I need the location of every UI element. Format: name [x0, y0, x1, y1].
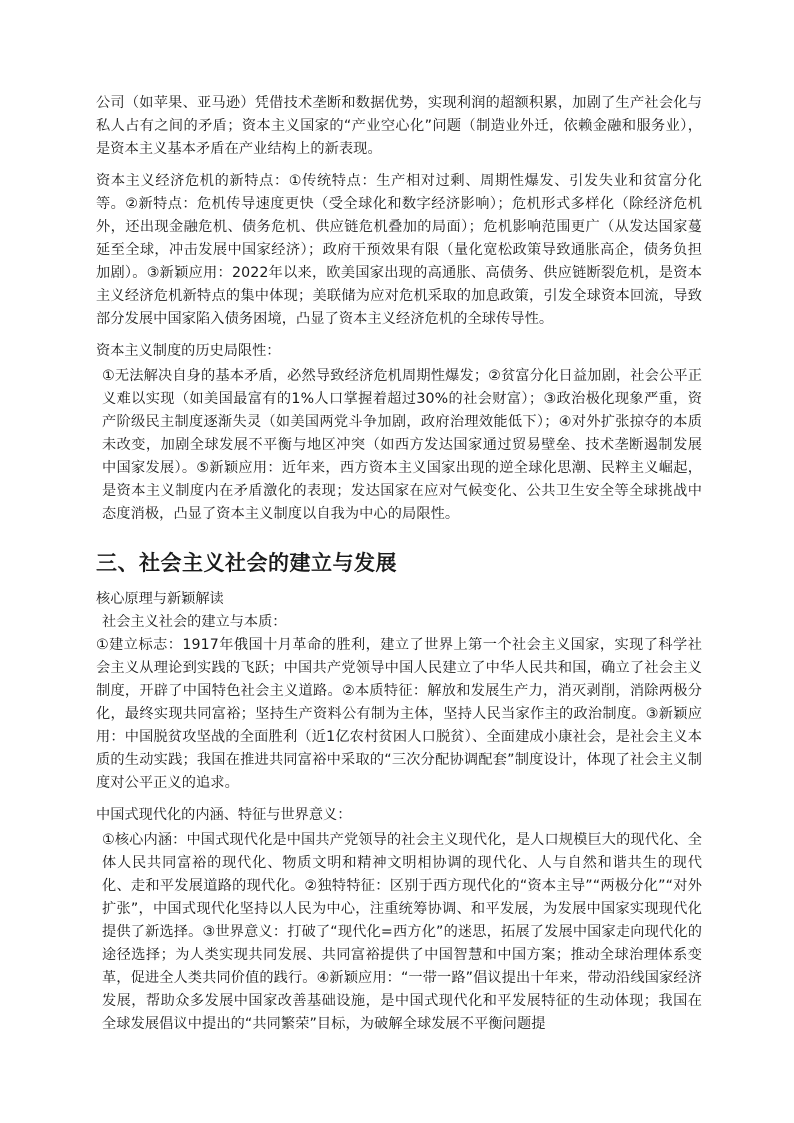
modernization-paragraph: ①核心内涵：中国式现代化是中国共产党领导的社会主义现代化，是人口规模巨大的现代化、全体人民共同富裕的现代化、物质文明和精神文明相协调的现代化、人与自然和谐共生的现代化、走和平发展道路的现代化。②独特特征：区别于西方现代化的“资本主导”“两极分化”“对外扩张”，中国式现代化坚持以人民为中心，注重统筹协调、和平发展，为发展中国家实现现代化提供了新选择。③世界意义：打破了“现代化=西方化”的迷思，拓展了发展中国家走向现代化的途径选择；为人类实现共同发展、共同富裕提供了中国智慧和中国方案；推动全球治理体系变革，促进全人类共同价值的践行。④新颖应用：“一带一路”倡议提出十年来，带动沿线国家经济发展，帮助众多发展中国家改善基础设施，是中国式现代化和平发展特征的生动体现；我国在全球发展倡议中提出的“共同繁荣”目标，为破解全球发展不平衡问题提 — [102, 832, 702, 1032]
limitation-title: 资本主义制度的历史局限性： — [96, 343, 281, 359]
limitation-paragraph: ①无法解决自身的基本矛盾，必然导致经济危机周期性爆发；②贫富分化日益加剧，社会公平正义难以实现（如美国最富有的1%人口掌握着超过30%的社会财富）；③政治极化现象严重，资产阶级民主制度逐渐失灵（如美国两党斗争加剧，政府治理效能低下）；④对外扩张掠夺的本质未改变，加剧全球发展不平衡与地区冲突（如西方发达国家通过贸易壁垒、技术垄断遏制发展中国家发展）。⑤新颖应用：近年来，西方资本主义国家出现的逆全球化思潮、民粹主义崛起，是资本主义制度内在矛盾激化的表现；发达国家在应对气候变化、公共卫生安全等全球挑战中态度消极，凸显了资本主义制度以自我为中心的局限性。 — [102, 368, 702, 522]
crisis-paragraph: 资本主义经济危机的新特点：①传统特点：生产相对过剩、周期性爆发、引发失业和贫富分化等。②新特点：危机传导速度更快（受全球化和数字经济影响）；危机形式多样化（除经济危机外，还出现金融危机、债务危机、供应链危机叠加的局面）；危机影响范围更广（从发达国家蔓延至全球，冲击发展中国家经济）；政府干预效果有限（量化宽松政策导致通胀高企，债务负担加剧）。③新颖应用：2022年以来，欧美国家出现的高通胀、高债务、供应链断裂危机，是资本主义经济危机新特点的集中体现；美联储为应对危机采取的加息政策，引发全球资本回流，导致部分发展中国家陷入债务困境，凸显了资本主义经济危机的全球传导性。 — [96, 173, 702, 327]
continuation-paragraph: 公司（如苹果、亚马逊）凭借技术垄断和数据优势，实现利润的超额积累，加剧了生产社会化与私人占有之间的矛盾；资本主义国家的“产业空心化”问题（制造业外迁，依赖金融和服务业），是资本主义基本矛盾在产业结构上的新表现。 — [96, 95, 702, 157]
section-heading: 三、社会主义社会的建立与发展 — [96, 550, 397, 575]
establish-title: 社会主义社会的建立与本质： — [102, 614, 287, 630]
establish-paragraph: ①建立标志：1917年俄国十月革命的胜利，建立了世界上第一个社会主义国家，实现了科学社会主义从理论到实践的飞跃；中国共产党领导中国人民建立了中华人民共和国，确立了社会主义制度，开辟了中国特色社会主义道路。②本质特征：解放和发展生产力，消灭剥削，消除两极分化，最终实现共同富裕；坚持生产资料公有制为主体，坚持人民当家作主的政治制度。③新颖应用：中国脱贫攻坚战的全面胜利（近1亿农村贫困人口脱贫）、全面建成小康社会，是社会主义本质的生动实践；我国在推进共同富裕中采取的“三次分配协调配套”制度设计，体现了社会主义制度对公平正义的追求。 — [96, 637, 702, 791]
modernization-title: 中国式现代化的内涵、特征与世界意义： — [96, 807, 352, 823]
core-title: 核心原理与新颖解读 — [96, 591, 224, 607]
document-page — [96, 92, 702, 1045]
